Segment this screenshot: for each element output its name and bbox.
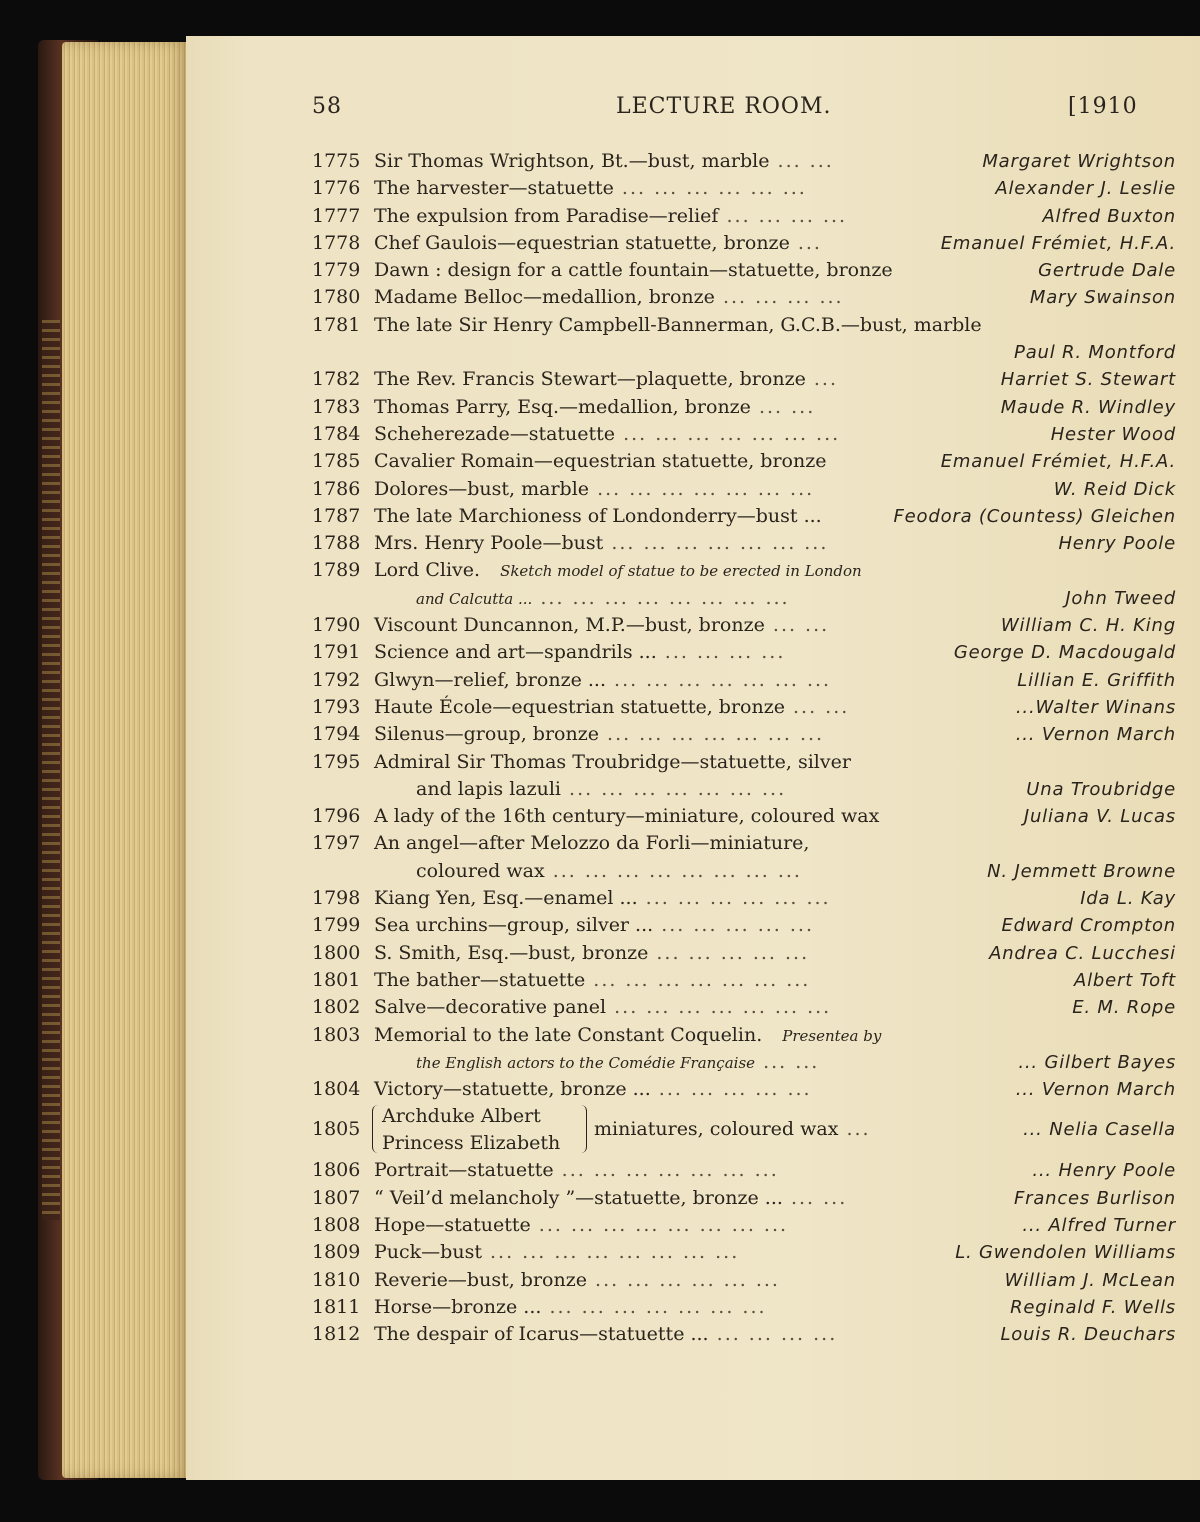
- entry-number: 1803: [312, 1023, 361, 1046]
- entry-title-text: The bather—statuette: [374, 968, 586, 991]
- entry-number: 1800: [312, 941, 361, 964]
- catalogue-entry: [312, 1157, 1176, 1184]
- catalogue-page: [186, 36, 1200, 1480]
- entry-number: 1785: [312, 450, 361, 473]
- entry-title-text: “ Veil’d melancholy ”—statuette, bronze ...: [374, 1186, 783, 1209]
- entry-number: 1804: [312, 1078, 361, 1101]
- leader-dots: ... ...: [755, 1050, 820, 1073]
- entry-title-text: Victory—statuette, bronze ...: [374, 1078, 651, 1101]
- leader-dots: ... ...: [769, 150, 834, 172]
- entry-title: [374, 1076, 812, 1103]
- entry-note: Presentea by: [782, 1026, 882, 1045]
- entry-title-text: Kiang Yen, Esq.—enamel ...: [374, 887, 638, 910]
- leader-dots: ... ... ... ... ... ... ... ...: [544, 859, 802, 882]
- entry-title-text: The harvester—statuette: [374, 177, 614, 200]
- catalogue-entry: [312, 148, 1176, 175]
- catalogue-entry: [312, 312, 1152, 339]
- catalogue-entry: [312, 448, 1176, 475]
- entry-title-text: miniatures, coloured wax: [594, 1118, 839, 1141]
- entry-title: [374, 940, 809, 967]
- entry-note: and Calcutta ...: [416, 589, 533, 608]
- entry-artist: Andrea C. Lucchesi: [989, 942, 1176, 964]
- catalogue-entry: [312, 1185, 1176, 1212]
- entry-artist: Emanuel Frémiet, H.F.A.: [940, 451, 1176, 473]
- entry-title: [374, 394, 815, 421]
- catalogue-entry: [312, 503, 1176, 530]
- catalogue-entry: [312, 994, 1176, 1021]
- entry-title: [374, 1239, 739, 1266]
- entry-number: 1778: [312, 231, 361, 254]
- entry-number: 1797: [312, 832, 361, 855]
- entry-title-text: Thomas Parry, Esq.—medallion, bronze: [374, 395, 751, 418]
- leader-dots: ... ... ... ... ... ... ...: [561, 777, 787, 800]
- running-header: [186, 94, 1200, 124]
- catalogue-entry: [312, 721, 1176, 748]
- entry-title-text: Scheherezade—statuette: [374, 422, 616, 445]
- leader-dots: ... ... ... ... ... ... ...: [589, 477, 815, 500]
- catalogue-entry: [312, 585, 1176, 612]
- entry-number: 1775: [312, 150, 361, 172]
- catalogue-entry: [312, 858, 1176, 885]
- leader-dots: ... ... ... ... ...: [650, 1078, 812, 1101]
- catalogue-entry: [312, 1267, 1176, 1294]
- entry-title: [374, 476, 814, 503]
- entry-artist: Paul R. Montford: [1014, 342, 1176, 364]
- entry-title-text: The Rev. Francis Stewart—plaquette, bronze: [374, 368, 806, 391]
- page-number: 58: [312, 94, 342, 119]
- catalogue-entry: [312, 257, 1176, 284]
- page-year: [1910: [1068, 94, 1138, 119]
- entry-title-text: Admiral Sir Thomas Troubridge—statuette, silver: [374, 750, 851, 773]
- entry-title: [374, 1294, 767, 1321]
- entry-artist: ...Walter Winans: [1015, 696, 1176, 718]
- entry-title: [374, 585, 790, 613]
- catalogue-entry: [312, 1239, 1176, 1266]
- entry-title-text: Memorial to the late Constant Coquelin.: [374, 1023, 763, 1046]
- catalogue-entry: [312, 557, 1152, 584]
- entry-artist: William J. McLean: [1004, 1269, 1176, 1291]
- entry-number: 1808: [312, 1213, 361, 1236]
- entry-number: 1781: [312, 313, 361, 336]
- entry-artist: ... Vernon March: [1015, 1079, 1176, 1101]
- entry-title-text: S. Smith, Esq.—bust, bronze: [374, 941, 649, 964]
- leader-dots: ...: [805, 368, 838, 391]
- entry-artist: Alfred Buxton: [1042, 205, 1176, 227]
- entry-title-text: Portrait—statuette: [374, 1159, 554, 1182]
- entry-number: 1786: [312, 477, 361, 500]
- leader-dots: ... ...: [750, 395, 816, 418]
- entry-number: 1793: [312, 695, 361, 718]
- entry-title: [374, 830, 809, 857]
- entry-artist: W. Reid Dick: [1053, 478, 1176, 500]
- entry-artist: ... Henry Poole: [1032, 1160, 1176, 1182]
- entry-title: [416, 776, 786, 803]
- leader-dots: ... ... ... ... ... ... ... ...: [532, 586, 790, 609]
- entry-title-text: Horse—bronze ...: [374, 1295, 542, 1318]
- entry-title: [374, 257, 893, 284]
- entry-title-text: Lord Clive.: [374, 559, 481, 582]
- entry-artist: Henry Poole: [1058, 533, 1176, 555]
- entry-title-text: An angel—after Melozzo da Forli—miniature,: [374, 832, 810, 855]
- entry-title: [374, 803, 879, 830]
- entry-title-text: Puck—bust: [374, 1241, 482, 1264]
- binding-ornament: [42, 320, 60, 1220]
- entry-title: [374, 1185, 847, 1212]
- entry-title-text: Dawn : design for a cattle fountain—statuette, bronze: [374, 259, 893, 282]
- catalogue-entry: [312, 749, 1152, 776]
- entry-title-text: Haute École—equestrian statuette, bronze: [374, 695, 785, 718]
- entry-title: [374, 994, 831, 1021]
- entry-number: 1799: [312, 914, 361, 937]
- brace-left: [372, 1105, 381, 1153]
- catalogue-entry: [312, 912, 1176, 939]
- entry-title: [374, 448, 826, 475]
- entry-artist: N. Jemmett Browne: [987, 860, 1176, 882]
- entry-number: 1788: [312, 532, 361, 555]
- entry-number: 1789: [312, 559, 361, 582]
- leader-dots: ... ... ... ... ... ... ...: [553, 1159, 779, 1182]
- entry-number: 1787: [312, 504, 361, 527]
- leader-dots: ... ... ... ... ...: [648, 941, 810, 964]
- entry-artist: Margaret Wrightson: [982, 151, 1176, 172]
- entry-title-text: The late Marchioness of Londonderry—bust ...: [374, 504, 822, 527]
- entry-title-text: The despair of Icarus—statuette ...: [374, 1323, 709, 1346]
- entry-title: [374, 885, 831, 912]
- entry-artist: Maude R. Windley: [1000, 396, 1176, 418]
- leader-dots: ... ... ... ... ... ... ... ...: [481, 1241, 740, 1264]
- leader-dots: ... ... ... ... ... ... ...: [606, 996, 832, 1019]
- entry-subject-a: Archduke Albert: [382, 1105, 541, 1128]
- entry-artist: Louis R. Deuchars: [1000, 1324, 1176, 1346]
- entry-number: 1811: [312, 1295, 361, 1318]
- entry-title: [416, 858, 802, 885]
- entry-title: [374, 284, 844, 311]
- leader-dots: ... ... ... ... ... ... ...: [598, 723, 825, 746]
- catalogue-entry: [312, 284, 1176, 311]
- entry-title-text: Sea urchins—group, silver ...: [374, 914, 654, 937]
- catalogue-entry: [312, 1212, 1176, 1239]
- entry-title: [374, 612, 829, 639]
- page-edges: [62, 42, 188, 1478]
- entry-number: 1780: [312, 286, 361, 309]
- leader-dots: ...: [789, 231, 822, 254]
- entry-artist: E. M. Rope: [1072, 997, 1176, 1019]
- entry-artist: ... Alfred Turner: [1022, 1214, 1176, 1236]
- entry-number: 1806: [312, 1159, 361, 1182]
- entry-artist: George D. Macdougald: [953, 642, 1176, 664]
- entry-title: [374, 312, 982, 339]
- entry-title: [416, 1049, 819, 1077]
- entry-number: 1777: [312, 204, 361, 227]
- entry-title: [374, 721, 824, 748]
- leader-dots: ... ... ... ... ...: [653, 914, 814, 937]
- entry-title: [374, 203, 847, 230]
- entry-title-text: Silenus—group, bronze: [374, 723, 599, 746]
- entry-title: [374, 366, 838, 393]
- leader-dots: ... ... ... ...: [656, 641, 786, 664]
- entry-artist: Lillian E. Griffith: [1017, 669, 1176, 691]
- entry-title: [374, 967, 810, 994]
- entry-title: [374, 503, 822, 530]
- catalogue-entry: [312, 1294, 1176, 1321]
- catalogue-entry: [312, 1049, 1176, 1076]
- leader-dots: ... ... ... ... ... ... ...: [541, 1295, 767, 1318]
- catalogue-entry: [312, 339, 1176, 366]
- entry-title-text: Cavalier Romain—equestrian statuette, bronze: [374, 450, 827, 473]
- leader-dots: ... ... ... ... ... ... ...: [585, 968, 811, 991]
- entry-number: 1812: [312, 1323, 361, 1346]
- catalogue-entry: [312, 776, 1176, 803]
- page-title: LECTURE ROOM.: [616, 94, 832, 119]
- catalogue-entry: [312, 940, 1176, 967]
- catalogue-entry: [312, 639, 1176, 666]
- leader-dots: ... ... ... ... ... ...: [586, 1268, 780, 1291]
- entry-number: 1796: [312, 805, 361, 828]
- leader-dots: ... ... ... ... ... ...: [637, 887, 831, 910]
- entry-title: [374, 421, 840, 448]
- entry-artist: Feodora (Countess) Gleichen: [893, 505, 1176, 527]
- entry-title: [374, 1267, 780, 1294]
- catalogue-entry: [312, 366, 1176, 393]
- catalogue-entry: [312, 667, 1176, 694]
- entry-title: [374, 148, 834, 175]
- entry-number: 1807: [312, 1186, 361, 1209]
- catalogue-entry: [312, 830, 1152, 857]
- entry-title: [374, 749, 851, 776]
- entry-artist: Harriet S. Stewart: [1000, 369, 1176, 391]
- entry-number: 1791: [312, 641, 361, 664]
- catalogue-entry: [312, 1022, 1152, 1049]
- entry-number: 1809: [312, 1241, 361, 1264]
- catalogue-entry: [312, 530, 1176, 557]
- leader-dots: ... ... ... ... ... ... ...: [615, 422, 841, 445]
- entry-artist: Ida L. Kay: [1080, 888, 1176, 910]
- catalogue-entry: [312, 421, 1176, 448]
- entry-artist: John Tweed: [1065, 587, 1176, 609]
- leader-dots: ... ... ... ... ... ... ...: [605, 668, 832, 691]
- entry-title-text: A lady of the 16th century—miniature, coloured wax: [374, 805, 880, 828]
- entry-title-text: Sir Thomas Wrightson, Bt.—bust, marble: [374, 150, 770, 172]
- entry-title: [374, 530, 828, 557]
- entry-number: 1779: [312, 259, 361, 282]
- entry-title: [374, 175, 807, 202]
- entry-number: 1784: [312, 422, 361, 445]
- entry-title-text: and lapis lazuli: [416, 777, 562, 800]
- leader-dots: ... ... ... ... ... ... ... ...: [530, 1213, 789, 1236]
- catalogue-entry: [312, 1076, 1176, 1103]
- leader-dots: ...: [838, 1118, 871, 1141]
- entry-number: 1801: [312, 968, 361, 991]
- entry-title-text: The expulsion from Paradise—relief: [374, 204, 719, 227]
- entry-number: 1782: [312, 368, 361, 391]
- catalogue-entry: [312, 230, 1176, 257]
- catalogue-entry: [312, 476, 1176, 503]
- entry-title-text: Salve—decorative panel: [374, 996, 607, 1019]
- entry-title-text: Viscount Duncannon, M.P.—bust, bronze: [374, 614, 765, 637]
- entry-title-text: Madame Belloc—medallion, bronze: [374, 286, 715, 309]
- entry-note: the English actors to the Comédie Française: [416, 1053, 756, 1072]
- catalogue-entry: [312, 967, 1176, 994]
- entry-title-text: Science and art—spandrils ...: [374, 641, 657, 664]
- entry-artist: ... Gilbert Bayes: [1018, 1051, 1176, 1073]
- entry-artist: ... Vernon March: [1015, 724, 1176, 746]
- leader-dots: ... ...: [764, 614, 830, 637]
- entry-number: 1798: [312, 887, 361, 910]
- entry-title: [374, 1212, 788, 1239]
- entry-artist: Edward Crompton: [1001, 915, 1176, 937]
- entry-number: 1792: [312, 668, 361, 691]
- entry-artist: Emanuel Frémiet, H.F.A.: [940, 232, 1176, 254]
- catalogue-entry: [312, 885, 1176, 912]
- leader-dots: ... ... ... ... ... ... ...: [603, 532, 829, 555]
- entry-title-text: Hope—statuette: [374, 1213, 531, 1236]
- entry-title-text: coloured wax: [416, 859, 545, 882]
- entry-number: 1802: [312, 996, 361, 1019]
- leader-dots: ... ...: [784, 695, 850, 718]
- entry-artist: Juliana V. Lucas: [1023, 806, 1176, 828]
- entry-title-text: Glwyn—relief, bronze ...: [374, 668, 606, 691]
- catalogue-entry: [312, 803, 1176, 830]
- catalogue-entry: [312, 1321, 1176, 1348]
- entry-title: [374, 639, 785, 666]
- brace-right: [578, 1105, 587, 1153]
- leader-dots: ... ... ... ...: [718, 204, 848, 227]
- entry-title-text: Chef Gaulois—equestrian statuette, bronze: [374, 231, 790, 254]
- catalogue-entry: [312, 694, 1176, 721]
- entry-title: [374, 912, 814, 939]
- entry-note: Sketch model of statue to be erected in London: [500, 562, 862, 581]
- entry-subject-b: Princess Elizabeth: [382, 1132, 561, 1155]
- entry-title: [374, 1157, 779, 1184]
- entry-artist: Reginald F. Wells: [1010, 1296, 1176, 1318]
- catalogue-entries: [312, 148, 1176, 1348]
- entry-artist: Una Troubridge: [1026, 778, 1176, 800]
- entry-number: 1795: [312, 750, 361, 773]
- entry-number: 1805: [312, 1118, 361, 1141]
- entry-title-text: Dolores—bust, marble: [374, 477, 590, 500]
- entry-artist: Gertrude Dale: [1038, 260, 1176, 282]
- catalogue-entry-bracketed: [312, 1103, 1176, 1157]
- entry-artist: Alexander J. Leslie: [995, 178, 1176, 200]
- entry-number: 1783: [312, 395, 361, 418]
- entry-title: [374, 1321, 837, 1348]
- entry-artist: L. Gwendolen Williams: [955, 1242, 1176, 1264]
- entry-title: [374, 667, 831, 694]
- leader-dots: ... ... ... ...: [714, 286, 844, 309]
- entry-number: 1794: [312, 723, 361, 746]
- entry-number: 1776: [312, 177, 361, 200]
- entry-number: 1790: [312, 614, 361, 637]
- leader-dots: ... ...: [782, 1186, 848, 1209]
- entry-title: [374, 557, 862, 585]
- entry-title: [374, 694, 849, 721]
- entry-title-text: Mrs. Henry Poole—bust: [374, 532, 604, 555]
- entry-artist: Albert Toft: [1074, 969, 1176, 991]
- catalogue-entry: [312, 203, 1176, 230]
- catalogue-entry: [312, 612, 1176, 639]
- entry-title-text: Reverie—bust, bronze: [374, 1268, 587, 1291]
- entry-title-text: The late Sir Henry Campbell-Bannerman, G.C.B.—bust, marble: [374, 313, 982, 336]
- entry-title: [594, 1116, 871, 1143]
- entry-number: 1810: [312, 1268, 361, 1291]
- entry-artist: Mary Swainson: [1029, 287, 1176, 309]
- entry-title: [374, 230, 822, 257]
- catalogue-entry: [312, 175, 1176, 202]
- entry-title: [374, 1022, 881, 1050]
- entry-artist: William C. H. King: [1000, 615, 1176, 637]
- leader-dots: ... ... ... ...: [708, 1323, 838, 1346]
- entry-artist: Frances Burlison: [1013, 1187, 1176, 1209]
- catalogue-entry: [312, 394, 1176, 421]
- entry-artist: Hester Wood: [1050, 423, 1176, 445]
- entry-artist: ... Nelia Casella: [1023, 1119, 1176, 1141]
- leader-dots: ... ... ... ... ... ...: [613, 177, 807, 200]
